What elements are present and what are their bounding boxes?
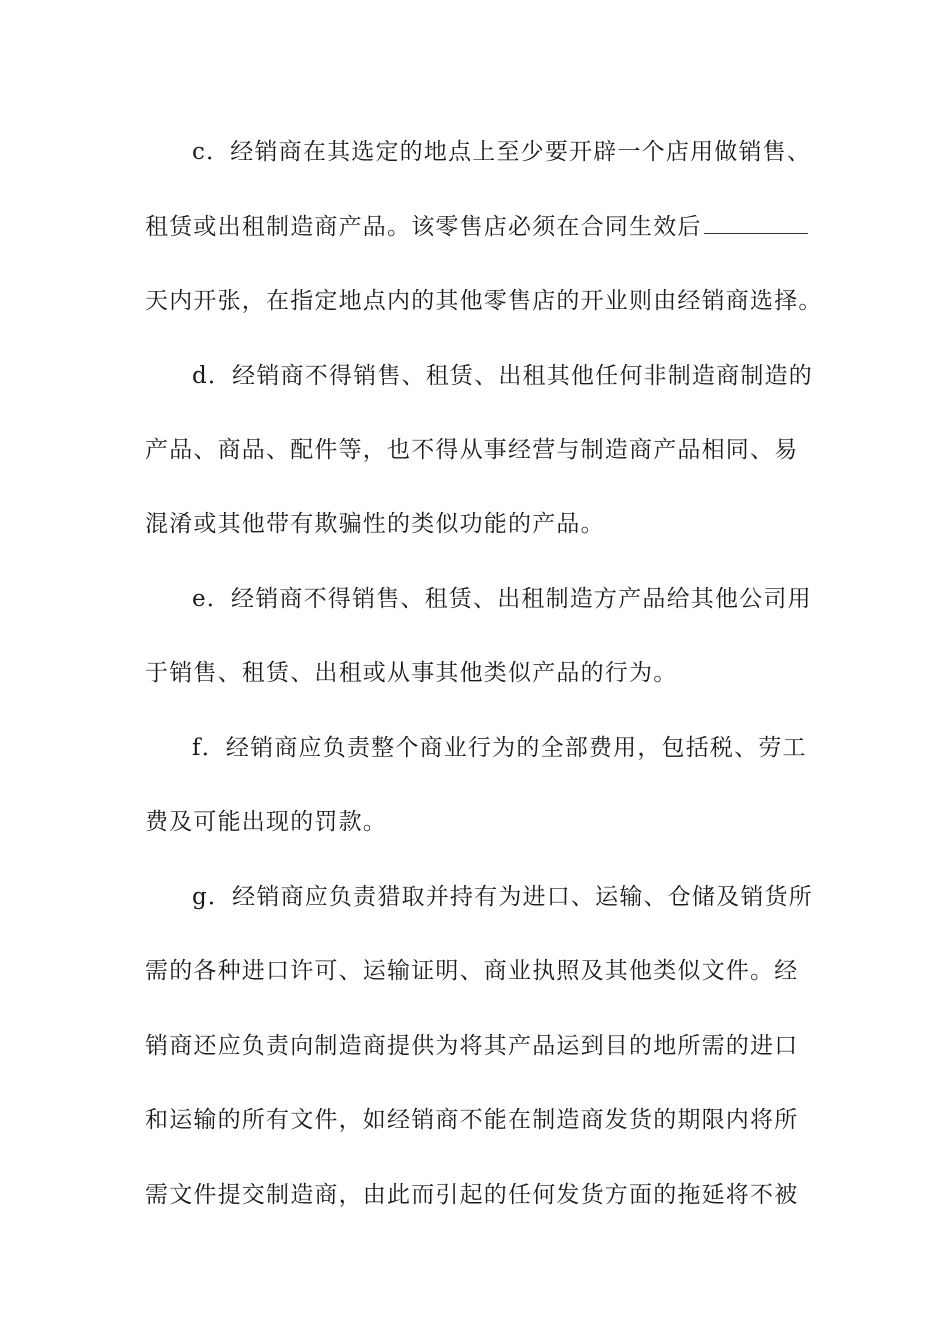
clause-g-line-3: 销商还应负责向制造商提供为将其产品运到目的地所需的进口 — [145, 1033, 799, 1059]
clause-g-line-2: 需的各种进口许可、运输证明、商业执照及其他类似文件。经 — [145, 958, 799, 984]
clause-c-line-2 — [145, 209, 825, 245]
clause-d-line-1: d．经销商不得销售、租赁、出租其他任何非制造商制造的 — [192, 363, 813, 389]
clause-d-line-3: 混淆或其他带有欺骗性的类似功能的产品。 — [145, 511, 605, 537]
clause-g-line-1: g．经销商应负责猎取并持有为进口、运输、仓储及销货所 — [192, 884, 813, 910]
clause-c-line-1: c．经销商在其选定的地点上至少要开辟一个店用做销售、 — [192, 139, 812, 165]
clause-c-line-2-text: 租赁或出租制造商产品。该零售店必须在合同生效后 — [145, 214, 702, 240]
clause-g-line-5: 需文件提交制造商，由此而引起的任何发货方面的拖延将不被 — [145, 1182, 799, 1208]
clause-g-line-4: 和运输的所有文件，如经销商不能在制造商发货的期限内将所 — [145, 1107, 799, 1133]
clause-e-line-1: e．经销商不得销售、租赁、出租制造方产品给其他公司用 — [192, 586, 812, 612]
clause-c-line-3: 天内开张，在指定地点内的其他零售店的开业则由经销商选择。 — [145, 288, 823, 314]
fill-in-blank[interactable] — [704, 211, 808, 234]
clause-e-line-2: 于销售、租赁、出租或从事其他类似产品的行为。 — [145, 660, 678, 686]
clause-d-line-2: 产品、商品、配件等，也不得从事经营与制造商产品相同、易 — [145, 437, 799, 463]
clause-f-line-2: 费及可能出现的罚款。 — [145, 809, 387, 835]
clause-f-line-1: f．经销商应负责整个商业行为的全部费用，包括税、劳工 — [192, 735, 807, 761]
